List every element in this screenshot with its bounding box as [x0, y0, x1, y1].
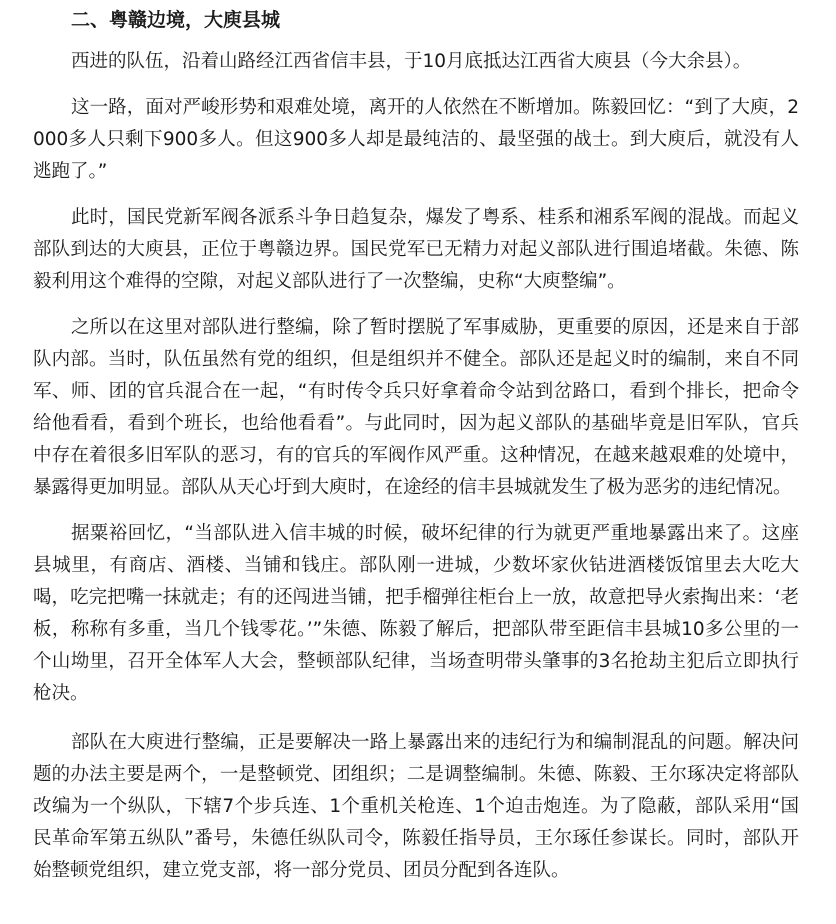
article-body — [33, 0, 799, 887]
section-heading: 二、粤赣边境，大庾县城 — [71, 9, 281, 31]
paragraph-1: 西进的队伍，沿着山路经江西省信丰县，于10月底抵达江西省大庾县（今大余县）。 — [71, 51, 752, 72]
paragraph-6: 部队在大庾进行整编，正是要解决一路上暴露出来的违纪行为和编制混乱的问题。解决问题的办法主要是两个，一是整顿党、团组织；二是调整编制。朱德、陈毅、王尔琢决定将部队改编为一个纵队，下辖7个步兵连、1个重机关枪连、1个迫击炮连。为了隐蔽，部队采用“国民革命军第五纵队”番号，朱德任纵队司令，陈毅任指导员，王尔琢任参谋长。同时，部队开始整顿党组织，建立党支部，将一部分党员、团员分配到各连队。 — [33, 732, 799, 881]
paragraph-5: 据粟裕回忆，“当部队进入信丰城的时候，破坏纪律的行为就更严重地暴露出来了。这座县城里，有商店、酒楼、当铺和钱庄。部队刚一进城，少数坏家伙钻进酒楼饭馆里去大吃大喝，吃完把嘴一抹就走；有的还闯进当铺，把手榴弹往柜台上一放，故意把导火索掏出来：‘老板，称称有多重，当几个钱零花。’”朱德、陈毅了解后，把部队带至距信丰县城10多公里的一个山坳里，召开全体军人大会，整顿部队纪律，当场查明带头肇事的3名抢劫主犯后立即执行枪决。 — [33, 523, 799, 704]
paragraph-3: 此时，国民党新军阀各派系斗争日趋复杂，爆发了粤系、桂系和湘系军阀的混战。而起义部队到达的大庾县，正位于粤赣边界。国民党军已无精力对起义部队进行围追堵截。朱德、陈毅利用这个难得的空隙，对起义部队进行了一次整编，史称“大庾整编”。 — [33, 207, 799, 292]
paragraph-2: 这一路，面对严峻形势和艰难处境，离开的人依然在不断增加。陈毅回忆：“到了大庾，2000多人只剩下900多人。但这900多人却是最纯洁的、最坚强的战士。到大庾后，就没有人逃跑了。” — [33, 97, 799, 182]
paragraph-4: 之所以在这里对部队进行整编，除了暂时摆脱了军事威胁，更重要的原因，还是来自于部队内部。当时，队伍虽然有党的组织，但是组织并不健全。部队还是起义时的编制，来自不同军、师、团的官兵混合在一起，“有时传令兵只好拿着命令站到岔路口，看到个排长，把命令给他看看，看到个班长，也给他看看”。与此同时，因为起义部队的基础毕竟是旧军队，官兵中存在着很多旧军队的恶习，有的官兵的军阀作风严重。这种情况，在越来越艰难的处境中，暴露得更加明显。部队从天心圩到大庾时，在途经的信丰县城就发生了极为恶劣的违纪情况。 — [33, 317, 799, 498]
